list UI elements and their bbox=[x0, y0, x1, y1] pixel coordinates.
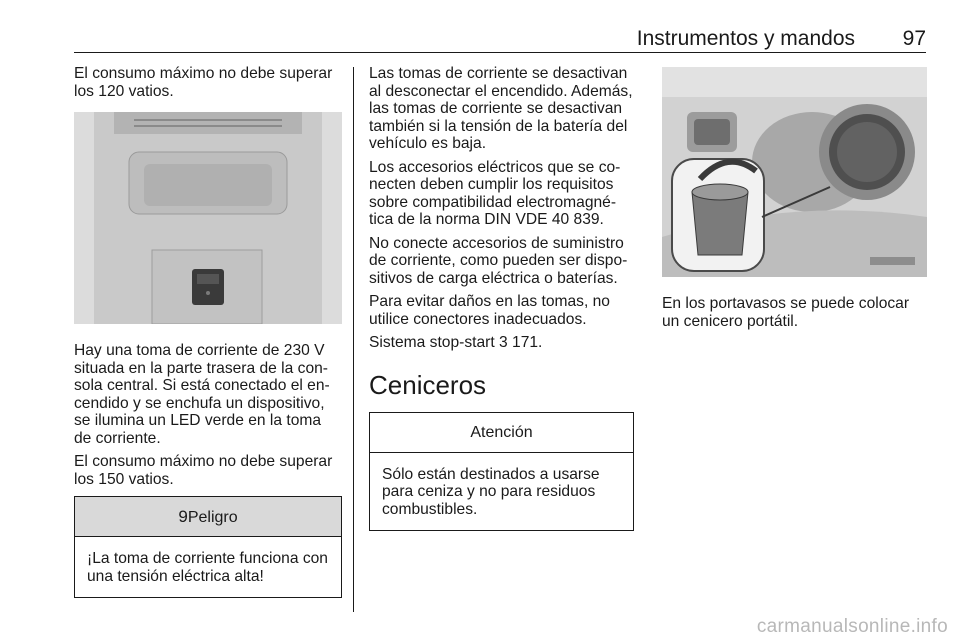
column-3 bbox=[662, 65, 927, 336]
warning-title: Peligro bbox=[187, 509, 238, 526]
notice-box bbox=[369, 412, 634, 532]
reference-text: Sistema stop-start bbox=[369, 334, 495, 351]
warning-triangle-icon: 9 bbox=[178, 507, 188, 526]
paragraph-deactivation: Las tomas de corriente se desactivan al desconectar el encendido. Además, las tomas de corriente se desactivan también si la tensión de la batería del vehículo es baja. bbox=[369, 65, 633, 152]
section-title-ceniceros: Ceniceros bbox=[369, 369, 487, 400]
paragraph-no-charging: No conecte accesorios de suministro de corriente, como pueden ser dispositivos de carga eléctrica o baterías. bbox=[369, 234, 628, 287]
column-divider bbox=[353, 67, 354, 612]
paragraph-max-power: El consumo máximo no debe superar los 150 vatios. bbox=[74, 453, 333, 488]
warning-box bbox=[74, 496, 342, 598]
stop-start-reference bbox=[369, 334, 634, 352]
column-2 bbox=[369, 65, 634, 531]
intro-paragraph: El consumo máximo no debe superar los 120 vatios. bbox=[74, 65, 333, 100]
running-header-title: Instrumentos y mandos bbox=[636, 27, 855, 50]
paragraph-connectors: Para evitar daños en las tomas, no utilice conectores inadecuados. bbox=[369, 293, 610, 328]
watermark: carmanualsonline.info bbox=[756, 616, 948, 637]
header-rule bbox=[74, 52, 926, 53]
warning-box-header bbox=[75, 497, 341, 537]
paragraph-socket: Hay una toma de corriente de 230 V situada en la parte trasera de la consola central. Si está conectado el encendido y se enchufa un dispositivo, se ilumina un LED verde en la toma de corriente. bbox=[74, 342, 330, 447]
paragraph-compatibility: Los accesorios eléctricos que se conecten deben cumplir los requisitos sobre compatibilidad electromagnética de la norma DIN VDE 40 839. bbox=[369, 158, 621, 228]
column-1 bbox=[74, 65, 342, 598]
reference-page: 171. bbox=[512, 334, 543, 351]
notice-title: Atención bbox=[370, 413, 633, 453]
ashtray-cupholder-photo bbox=[662, 67, 927, 277]
rear-console-socket-photo bbox=[74, 112, 342, 324]
page-number: 97 bbox=[902, 27, 926, 50]
warning-text: ¡La toma de corriente funciona con una tensión eléctrica alta! bbox=[87, 550, 328, 585]
reference-arrow-icon: 3 bbox=[499, 334, 508, 351]
paragraph-portable-ashtray: En los portavasos se puede colocar un cenicero portátil. bbox=[662, 295, 910, 330]
notice-text: Sólo están destinados a usarse para ceniza y no para residuos combustibles. bbox=[382, 465, 600, 518]
